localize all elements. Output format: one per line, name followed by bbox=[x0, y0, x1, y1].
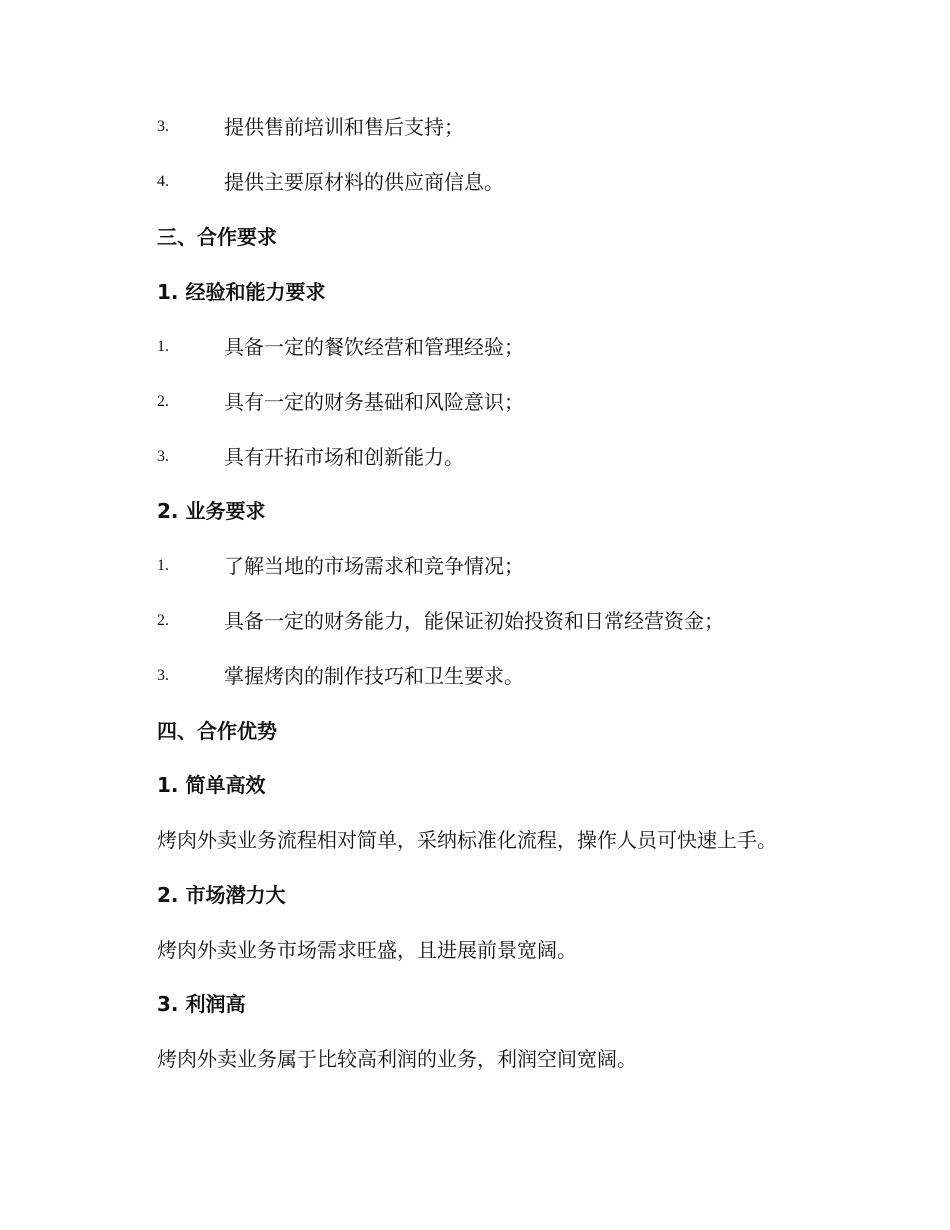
list-text: 提供主要原材料的供应商信息。 bbox=[224, 170, 504, 194]
subsection-heading: 3. 利润高 bbox=[157, 992, 246, 1016]
section-heading: 四、合作优势 bbox=[157, 719, 277, 743]
list-item bbox=[157, 551, 890, 581]
list-text: 了解当地的市场需求和竞争情况； bbox=[224, 554, 524, 578]
list-item bbox=[157, 606, 890, 636]
list-text: 掌握烤肉的制作技巧和卫生要求。 bbox=[224, 664, 524, 688]
list-number: 4. bbox=[157, 173, 169, 190]
list-text: 具有一定的财务基础和风险意识； bbox=[224, 390, 524, 414]
list-text: 具有开拓市场和创新能力。 bbox=[224, 445, 464, 469]
list-text: 具备一定的财务能力，能保证初始投资和日常经营资金； bbox=[224, 609, 724, 633]
list-item bbox=[157, 167, 890, 197]
section-heading: 三、合作要求 bbox=[157, 225, 277, 249]
list-item bbox=[157, 112, 890, 142]
list-text: 提供售前培训和售后支持； bbox=[224, 115, 464, 139]
paragraph: 烤肉外卖业务流程相对简单，采纳标准化流程，操作人员可快速上手。 bbox=[157, 828, 777, 852]
list-number: 3. bbox=[157, 118, 169, 135]
list-number: 2. bbox=[157, 393, 169, 410]
list-number: 3. bbox=[157, 448, 169, 465]
subsection-heading: 1. 简单高效 bbox=[157, 773, 266, 797]
list-item bbox=[157, 387, 890, 417]
list-number: 2. bbox=[157, 612, 169, 629]
subsection-heading: 2. 业务要求 bbox=[157, 499, 266, 523]
paragraph: 烤肉外卖业务市场需求旺盛，且进展前景宽阔。 bbox=[157, 938, 577, 962]
list-item bbox=[157, 661, 890, 691]
paragraph: 烤肉外卖业务属于比较高利润的业务，利润空间宽阔。 bbox=[157, 1047, 637, 1071]
list-item bbox=[157, 442, 890, 472]
subsection-heading: 2. 市场潜力大 bbox=[157, 883, 286, 907]
list-number: 1. bbox=[157, 338, 169, 355]
list-item bbox=[157, 332, 890, 362]
list-text: 具备一定的餐饮经营和管理经验； bbox=[224, 335, 524, 359]
list-number: 3. bbox=[157, 667, 169, 684]
subsection-heading: 1. 经验和能力要求 bbox=[157, 280, 326, 304]
list-number: 1. bbox=[157, 557, 169, 574]
